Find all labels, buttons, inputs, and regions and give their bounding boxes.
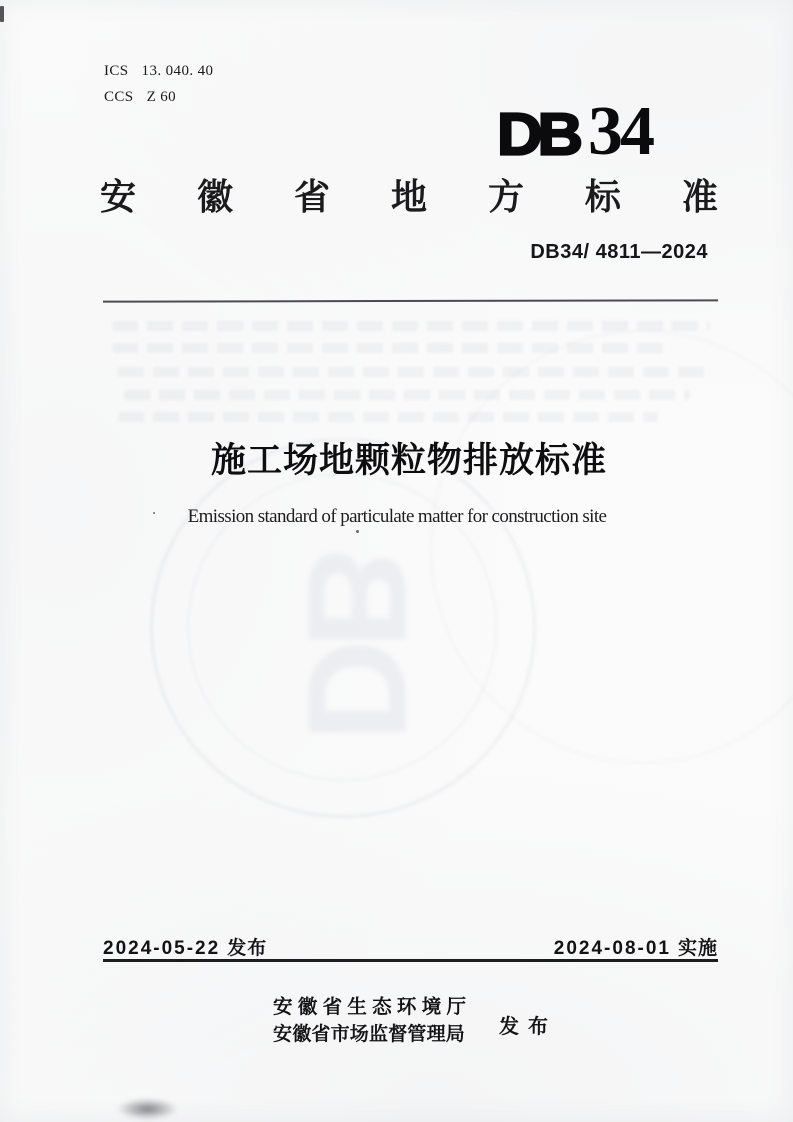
db34-logo bbox=[497, 93, 652, 170]
standard-number: DB34/ 4811—2024 bbox=[530, 241, 708, 263]
publisher-secondary: 安徽省市场监督管理局 bbox=[273, 1023, 466, 1045]
ccs-code: Z 60 bbox=[146, 89, 177, 105]
document-title: 施工场地颗粒物排放标准 bbox=[210, 441, 607, 480]
date-row bbox=[103, 933, 718, 960]
ics-label: ICS bbox=[104, 63, 129, 79]
scan-speck-artifact bbox=[356, 530, 359, 533]
issue-date-label: 发布 bbox=[227, 938, 268, 959]
classification-block bbox=[104, 58, 213, 110]
issue-date-value: 2024-05-22 bbox=[103, 938, 221, 959]
implementation-date-value: 2024-08-01 bbox=[553, 938, 671, 959]
db34-logo-prefix: DB bbox=[497, 102, 578, 168]
publisher-block bbox=[273, 998, 466, 1044]
publish-label: 发布 bbox=[499, 1016, 557, 1038]
scan-smudge-artifact bbox=[105, 1094, 190, 1122]
scan-edge-artifact bbox=[0, 6, 4, 22]
footer-divider bbox=[103, 959, 718, 962]
ics-code: 13. 040. 40 bbox=[141, 63, 214, 79]
bleed-through-artifact bbox=[112, 321, 710, 331]
issue-date bbox=[103, 933, 267, 960]
header-divider bbox=[103, 299, 718, 302]
implementation-date-label: 实施 bbox=[677, 938, 718, 959]
db34-logo-number: 34 bbox=[588, 93, 652, 170]
document-title-english: Emission standard of particulate matter for construction site bbox=[187, 506, 607, 527]
implementation-date bbox=[554, 933, 718, 960]
ccs-label: CCS bbox=[104, 89, 134, 105]
publisher-primary: 安 徽 省 生 态 环 境 厅 bbox=[273, 996, 466, 1018]
ccs-row bbox=[104, 84, 213, 110]
ics-row bbox=[104, 58, 213, 84]
watermark-logo-artifact: DB bbox=[279, 554, 436, 742]
page-title: 安 徽 省 地 方 标 准 bbox=[100, 176, 718, 217]
